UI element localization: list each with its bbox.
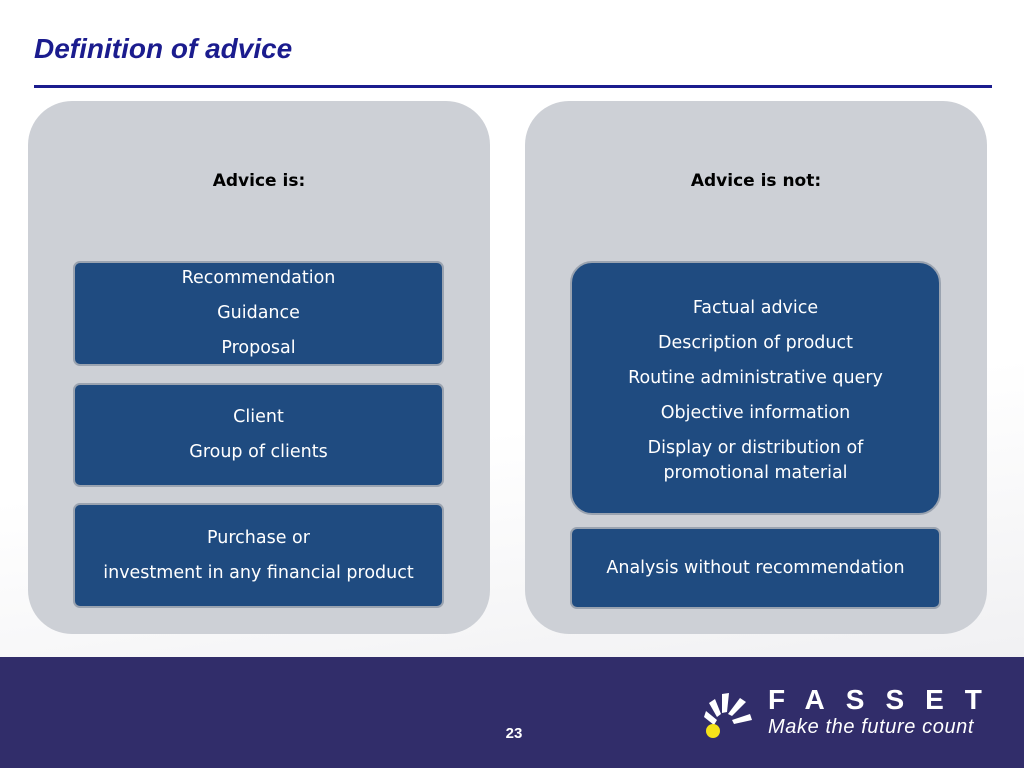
- advice-is-not-box-list: [570, 261, 941, 515]
- slide-title: Definition of advice: [34, 33, 293, 64]
- box-line: Objective information: [660, 402, 851, 423]
- box-line: Factual advice: [692, 297, 819, 318]
- advice-is-not-box-analysis: [570, 527, 941, 609]
- box-line: Recommendation: [181, 268, 336, 288]
- box-line: Analysis without recommendation: [606, 557, 905, 578]
- box-line: Proposal: [221, 338, 296, 358]
- advice-is-not-heading: Advice is not:: [690, 171, 822, 191]
- title-underline: [34, 85, 992, 88]
- box-line: investment in any financial product: [103, 562, 414, 583]
- fasset-logo-name: FASSET: [768, 684, 1003, 715]
- advice-is-box-action: [73, 261, 444, 366]
- advice-is-box-subject: [73, 503, 444, 608]
- box-line: Client: [233, 407, 284, 427]
- box-line: Group of clients: [189, 442, 328, 462]
- box-line: Description of product: [658, 332, 853, 353]
- advice-is-heading: Advice is:: [212, 171, 306, 191]
- fasset-logo-tagline: Make the future count: [768, 716, 975, 738]
- box-line: Routine administrative query: [628, 367, 883, 388]
- box-line: Display or distribution of promotional material: [647, 437, 864, 483]
- fasset-sun-logo-icon: [700, 685, 756, 741]
- box-line: Guidance: [217, 303, 300, 323]
- box-line: Purchase or: [207, 527, 310, 548]
- advice-is-box-recipient: [73, 383, 444, 487]
- page-number: 23: [505, 725, 523, 742]
